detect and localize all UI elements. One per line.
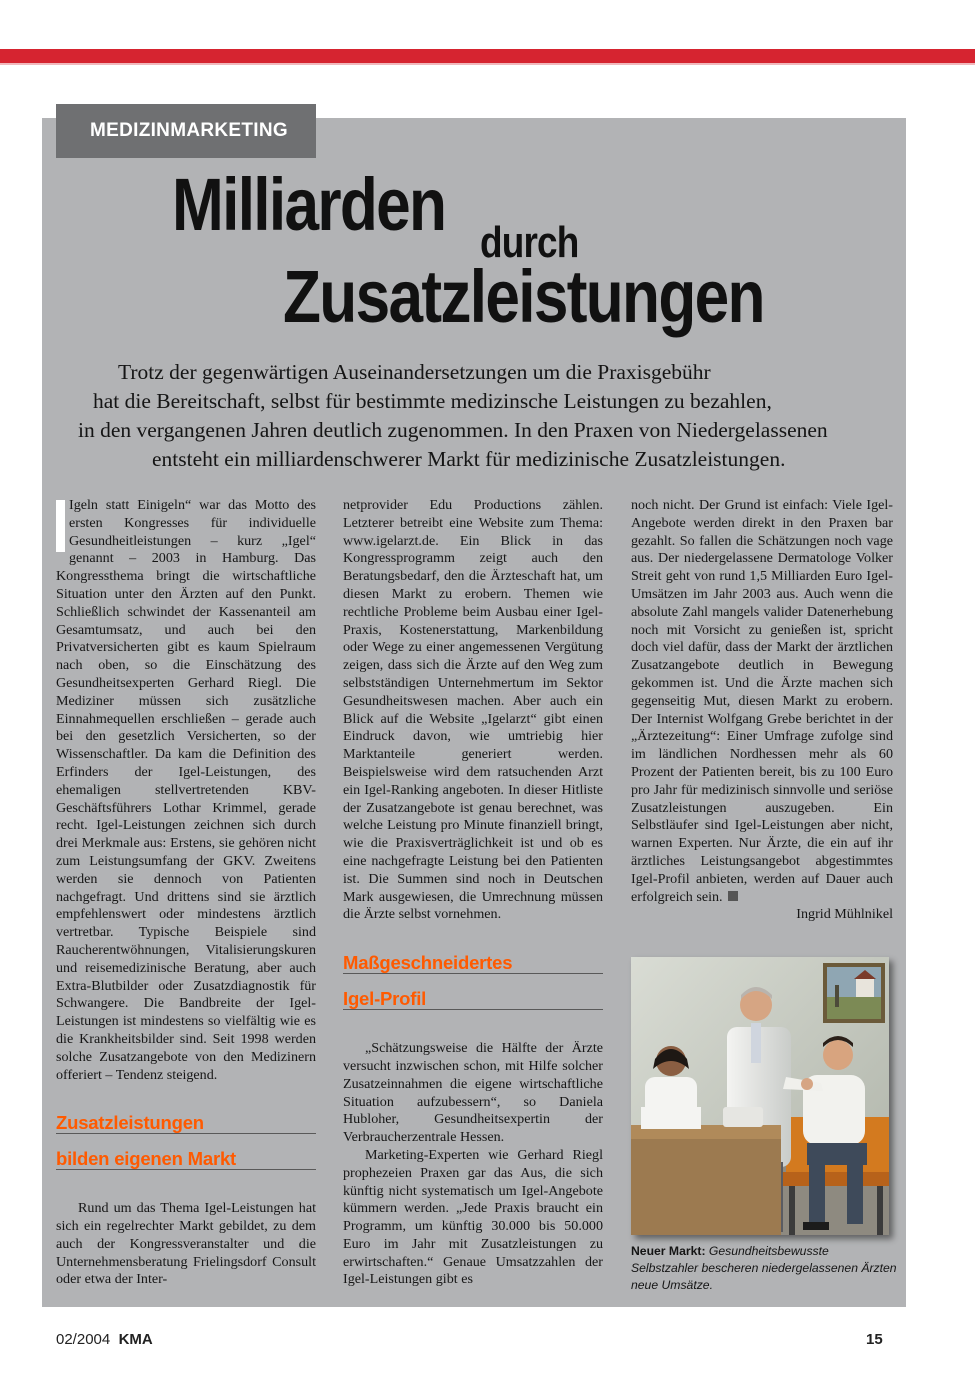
column2-paragraph-1: netprovider Edu Productions zählen. Letzterer betreibt eine Website zum Thema: www.igelarzt.de. Ein Blick in das Kongressprogramm zeigt auch den Beratungsbedarf, den die Ärzteschaft hat, um diesen Markt zu erobern. Themen wie rechtliche Probleme beim Ausbau einer Igel-Praxis, Kostenerstattung, Markenbildung oder Wege zu einer angemessenen Vergütung zeigen, dass sich die Ärzte auf den Weg zum selbstständigen Unternehmertum im Sektor Gesundheitswesen machen. Aber auch ein Blick auf die Website „Igelarzt“ gibt einen Eindruck davon, wie umtriebig hier Marktanteile generiert werden. Beispielsweise wird dem ratsuchenden Arzt ein Igel-Ranking angeboten. In dieser Hitliste der Zusatzangebote ist genau berechnet, was welche Leistung pro Minute finanziell bringt, wie die Praxisverträglichkeit ist und ob es eine nachgefragte Leistung bei den Patienten ist. Die Summen sind noch in Deutschen Mark ausgewiesen, die Umrechnung müssen die Ärzte selbst vornehmen. <box>343 497 603 923</box>
subhead-line-2: bilden eigenen Markt <box>56 1150 316 1170</box>
magazine-name: KMA <box>118 1331 153 1348</box>
article-column-2 <box>343 497 603 1289</box>
subhead-line-1: Maßgeschneidertes <box>343 954 603 974</box>
subhead-igel-profil <box>343 954 603 1044</box>
section-kicker: MEDIZINMARKETING <box>56 104 316 158</box>
lead-line-3: in den vergangenen Jahren deutlich zugenommen. In den Praxen von Niedergelassenen <box>78 418 828 442</box>
subhead-zusatzleistungen <box>56 1114 316 1204</box>
headline-line-1: Milliarden <box>172 163 446 246</box>
doctor-patient-photo <box>631 957 889 1235</box>
lead-line-2: hat die Bereitschaft, selbst für bestimmte medizinsche Leistungen zu bezahlen, <box>93 389 772 413</box>
column1-paragraph-1: Igeln statt Einigeln“ war das Motto des ersten Kongresses für individuelle Gesundheitleistungen – kurz „Igel“ genannt – 2003 in Hamburg. Das Kongressthema bringt die wirtschaftliche Situation unter den Ärzten auf den Punkt. Schließlich schwindet der Kassenanteil am Gesamtumsatz, und auch bei den Privatversicherten gibt es kaum Spielraum nach oben, so die Einschätzung des Gesundheitsexperten Gerhard Riegl. Die Mediziner müssen sich zusätzliche Einnahmequellen erschließen – gerade auch bei den gesetzlich Versicherten, so der Wissenschaftler. Da kam die Definition des Erfinders der Igel-Leistungen, des ehemaligen stellvertretenden KBV-Geschäftsführers Lothar Krimmel, gerade recht. Igel-Leistungen zeichnen sich durch drei Merkmale aus: Erstens, sie gehören nicht zum Leistungsumfang der GKV. Zweitens werden sie dennoch von Patienten nachgefragt. Und drittens sind sie ärztlich empfehlenswert oder mindestens ärztlich vertretbar. Typische Beispiele sind Raucherentwöhnungen, Vitalisierungskuren und reisemedizinische Beratung, aber auch Extra-Blutbilder oder Zusatzdiagnostik für Schwangere. Die Bandbreite der Igel-Leistungen ist mindestens so vielfältig wie es die Krankheitsbilder sind. Seit 1998 werden solche Zusatzangebote von den Medizinern offeriert – Tendenz steigend. <box>56 497 316 1083</box>
column1-paragraph-2: Rund um das Thema Igel-Leistungen hat sich ein regelrechter Markt gebildet, zu dem auch der Kongressveranstalter und die Unternehmensberatung Frielingsdorf Consult oder etwa der Inter- <box>56 1200 316 1288</box>
column2-paragraph-3: Marketing-Experten wie Gerhard Riegl prophezeien Praxen gar das Aus, die sich künftig nicht systematisch um Igel-Angebote kümmern werden. „Jede Praxis braucht ein Programm, um künftig 30.000 bis 50.000 Euro im Jahr mit Zusatzleistungen zu erwirtschaften.“ Genaue Umsatzzahlen der Igel-Leistungen gibt es <box>343 1146 603 1288</box>
column2-paragraph-2: „Schätzungsweise die Hälfte der Ärzte versucht inzwischen schon, mit Hilfe solcher Zusatzeinnahmen die eigene wirtschaftliche Situation aufzubessern“, so Daniela Hubloher, Gesundheitsexpertin der Verbraucherzentrale Hessen. <box>343 1040 603 1146</box>
subhead-line-1: Zusatzleistungen <box>56 1114 316 1134</box>
caption-text: Gesundheitsbewusste Selbstzahler bescheren niedergelassenen Ärzten neue Umsätze. <box>631 1244 897 1292</box>
photo-caption <box>631 1243 897 1294</box>
headline-line-3: Zusatzleistungen <box>283 255 764 338</box>
author-signature: Ingrid Mühlnikel <box>796 906 893 923</box>
footer-issue <box>56 1331 153 1348</box>
article-column-1 <box>56 497 316 1289</box>
column3-paragraph-1 <box>631 497 893 906</box>
subhead-line-2: Igel-Profil <box>343 990 603 1010</box>
page-number: 15 <box>866 1331 883 1348</box>
drop-cap-marker <box>56 500 65 552</box>
end-of-article-square-icon <box>728 891 738 901</box>
top-bar-shadow <box>0 63 975 65</box>
lead-line-4: entsteht ein milliardenschwerer Markt für medizinische Zusatzleistungen. <box>152 447 786 471</box>
lead-paragraph <box>60 358 900 474</box>
column3-text: noch nicht. Der Grund ist einfach: Viele Igel-Angebote werden direkt in den Praxen bar gezahlt. So fallen die Schätzungen noch vage aus. Der niedergelassene Dermatologe Volker Streit geht von rund 1,5 Milliarden Euro Igel-Umsätzen im Jahr 2003 aus. Auch wenn die absolute Zahl mangels valider Datenerhebung noch mit Vorsicht zu genießen ist, spricht doch viel dafür, dass der Markt der ärztlichen Zusatzangebote deutlich in Bewegung gekommen ist. Und die Ärzte machen sich gegenseitig Mut, diesen Markt zu erobern. Der Internist Wolfgang Grebe berichtet in der „Ärztezeitung“: Einer Umfrage zufolge sind im ländlichen Nordhessen mehr als 60 Prozent der Patienten bereit, bis zu 100 Euro pro Jahr für medizinisch sinnvolle und seriöse Zusatzleistungen auszugeben. Ein Selbstläufer sind Igel-Leistungen aber nicht, warnen Experten. Nur Ärzte, die ein auf ihr ärztliches Leistungsangebot abgestimmtes Igel-Profil anbieten, werden auf Dauer auch erfolgreich sein. <box>631 497 893 905</box>
lead-line-1: Trotz der gegenwärtigen Auseinandersetzungen um die Praxisgebühr <box>118 360 711 384</box>
headline-line-2: durch <box>480 218 579 267</box>
caption-label: Neuer Markt: <box>631 1244 706 1258</box>
issue-date: 02/2004 <box>56 1331 111 1348</box>
photo-illustration <box>631 957 889 1235</box>
article-column-3 <box>631 497 893 924</box>
top-red-bar <box>0 49 975 63</box>
